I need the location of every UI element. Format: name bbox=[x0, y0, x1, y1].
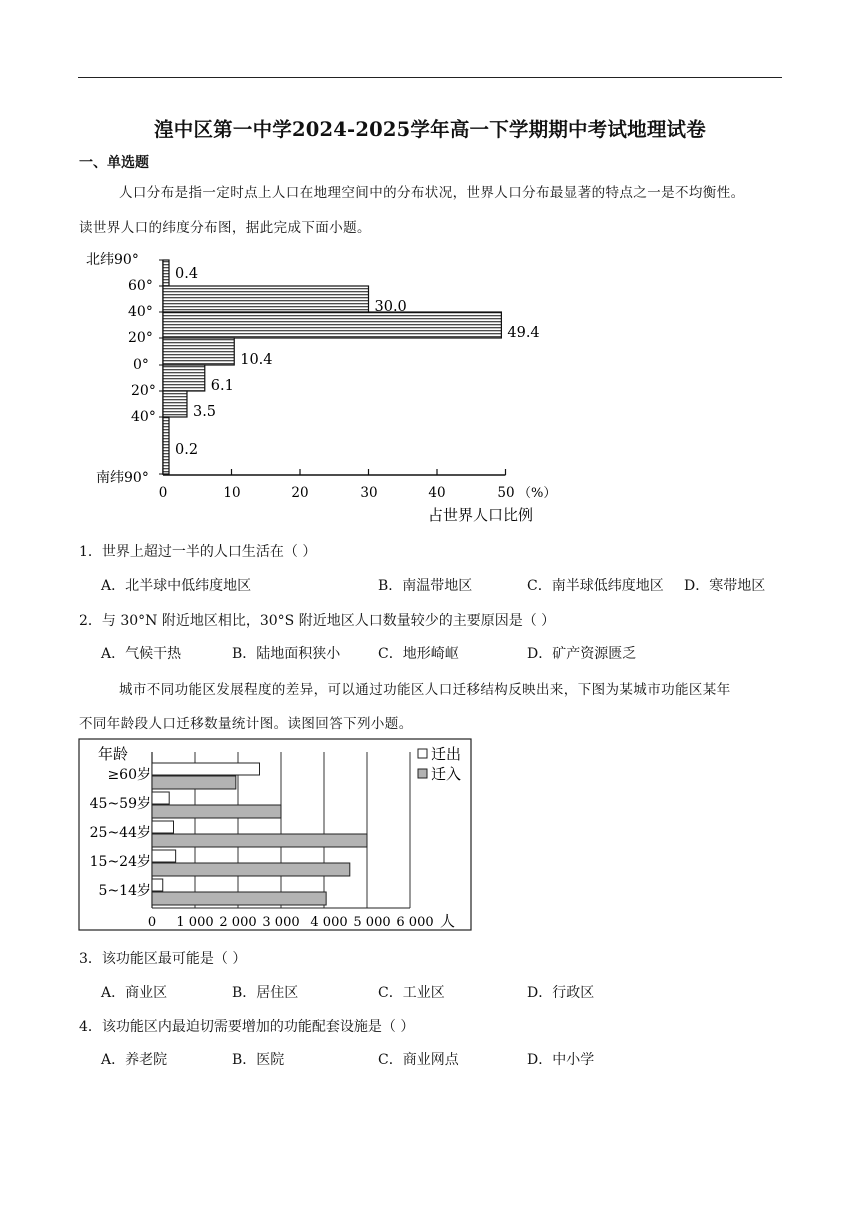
intro2-line1: 城市不同功能区发展程度的差异，可以通过功能区人口迁移结构反映出来，下图为某城市功能区某年 bbox=[119, 682, 731, 698]
chart1-lat-label-6: 40° bbox=[131, 409, 156, 425]
chart1-value-label: 0.4 bbox=[175, 266, 199, 282]
header-rule bbox=[78, 77, 782, 78]
chart1-bar bbox=[163, 338, 234, 365]
q1-option-c[interactable]: C．南半球低纬度地区 bbox=[527, 578, 664, 594]
chart2-bar-out bbox=[152, 879, 163, 891]
q4-option-d[interactable]: D．中小学 bbox=[527, 1052, 595, 1068]
chart1-value-label: 10.4 bbox=[240, 352, 273, 368]
q2-option-b[interactable]: B．陆地面积狭小 bbox=[232, 646, 341, 662]
legend-in-label: 迁入 bbox=[431, 765, 462, 783]
chart1-lat-label-1: 60° bbox=[128, 278, 153, 294]
chart2-bar-in bbox=[152, 834, 367, 847]
chart2-age-label-4: 5~14岁 bbox=[98, 883, 151, 899]
chart1-x-unit: （%） bbox=[518, 486, 557, 501]
chart1-lat-label-4: 0° bbox=[133, 357, 149, 373]
chart1-x-tick-0: 0 bbox=[158, 485, 168, 501]
chart2-bar-in bbox=[152, 863, 350, 876]
chart1-lat-label-3: 20° bbox=[128, 330, 153, 346]
section-heading: 一、单选题 bbox=[79, 155, 149, 171]
q3-option-d[interactable]: D．行政区 bbox=[527, 985, 595, 1001]
q4-stem: 4．该功能区内最迫切需要增加的功能配套设施是（ ） bbox=[79, 1019, 415, 1035]
chart2-x-tick-0: 0 bbox=[147, 915, 157, 930]
q4-option-a[interactable]: A．养老院 bbox=[101, 1052, 168, 1068]
chart1-value-label: 0.2 bbox=[175, 442, 199, 458]
chart1-bar bbox=[163, 260, 169, 286]
migration-age-chart bbox=[78, 738, 474, 934]
intro1-line2: 读世界人口的纬度分布图，据此完成下面小题。 bbox=[79, 220, 371, 236]
latitude-population-chart bbox=[78, 246, 578, 528]
chart1-x-tick-3: 30 bbox=[360, 485, 378, 501]
chart1-lat-label-7: 南纬90° bbox=[96, 470, 149, 486]
chart1-x-title: 占世界人口比例 bbox=[428, 506, 534, 524]
q3-option-b[interactable]: B．居住区 bbox=[232, 985, 299, 1001]
chart1-bar bbox=[163, 312, 501, 338]
chart1-value-label: 49.4 bbox=[507, 325, 540, 341]
legend-out-swatch bbox=[418, 749, 427, 758]
q2-option-c[interactable]: C．地形崎岖 bbox=[378, 646, 459, 662]
chart2-x-unit: 人 bbox=[440, 912, 456, 930]
q1-option-b[interactable]: B．南温带地区 bbox=[378, 578, 473, 594]
page-title: 湟中区第一中学2024-2025学年高一下学期期中考试地理试卷 bbox=[154, 118, 706, 141]
chart2-bar-in bbox=[152, 892, 326, 905]
chart2-x-tick-5: 5 000 bbox=[353, 915, 391, 930]
chart2-x-tick-3: 3 000 bbox=[262, 915, 300, 930]
legend-in-swatch bbox=[418, 769, 427, 778]
chart1-x-tick-5: 50 bbox=[497, 485, 515, 501]
chart2-age-label-1: 45~59岁 bbox=[89, 796, 151, 812]
q2-option-a[interactable]: A．气候干热 bbox=[101, 646, 182, 662]
q3-option-c[interactable]: C．工业区 bbox=[378, 985, 445, 1001]
chart2-bar-in bbox=[152, 805, 281, 818]
chart1-bar bbox=[163, 417, 169, 474]
legend-out-label: 迁出 bbox=[431, 745, 462, 763]
q4-option-c[interactable]: C．商业网点 bbox=[378, 1052, 459, 1068]
chart2-y-title: 年龄 bbox=[98, 745, 129, 763]
intro2-line2: 不同年龄段人口迁移数量统计图。读图回答下列小题。 bbox=[79, 716, 413, 732]
q1-option-a[interactable]: A．北半球中低纬度地区 bbox=[101, 578, 252, 594]
chart1-lat-label-0: 北纬90° bbox=[86, 252, 139, 268]
q1-option-d[interactable]: D．寒带地区 bbox=[684, 578, 766, 594]
chart2-bar-out bbox=[152, 821, 174, 833]
chart2-x-tick-2: 2 000 bbox=[219, 915, 257, 930]
chart2-age-label-3: 15~24岁 bbox=[89, 854, 151, 870]
chart2-age-label-2: 25~44岁 bbox=[89, 825, 151, 841]
q3-stem: 3．该功能区最可能是（ ） bbox=[79, 951, 247, 967]
chart1-lat-label-5: 20° bbox=[131, 383, 156, 399]
chart1-value-label: 30.0 bbox=[374, 299, 407, 315]
chart1-x-tick-1: 10 bbox=[223, 485, 241, 501]
chart2-x-tick-4: 4 000 bbox=[310, 915, 348, 930]
q3-option-a[interactable]: A．商业区 bbox=[101, 985, 168, 1001]
q1-stem: 1．世界上超过一半的人口生活在（ ） bbox=[79, 544, 317, 560]
chart1-value-label: 3.5 bbox=[192, 404, 217, 420]
chart1-x-tick-4: 40 bbox=[428, 485, 446, 501]
chart2-x-tick-6: 6 000 bbox=[396, 915, 434, 930]
chart1-value-label: 6.1 bbox=[210, 378, 234, 394]
chart2-bar-in bbox=[152, 776, 236, 789]
q2-option-d[interactable]: D．矿产资源匮乏 bbox=[527, 646, 637, 662]
chart2-bar-out bbox=[152, 792, 169, 804]
chart2-bar-out bbox=[152, 763, 260, 775]
chart2-age-label-0: ≥60岁 bbox=[107, 767, 151, 783]
chart1-x-tick-2: 20 bbox=[291, 485, 309, 501]
chart1-lat-label-2: 40° bbox=[128, 304, 153, 320]
chart2-x-tick-1: 1 000 bbox=[176, 915, 214, 930]
q2-stem: 2．与 30°N 附近地区相比，30°S 附近地区人口数量较少的主要原因是（ ） bbox=[79, 613, 556, 629]
chart2-bar-out bbox=[152, 850, 176, 862]
q4-option-b[interactable]: B．医院 bbox=[232, 1052, 285, 1068]
chart1-bar bbox=[163, 365, 205, 391]
chart1-bar bbox=[163, 286, 369, 312]
chart1-bar bbox=[163, 391, 187, 417]
intro1-line1: 人口分布是指一定时点上人口在地理空间中的分布状况，世界人口分布最显著的特点之一是不均衡性。 bbox=[119, 185, 745, 201]
